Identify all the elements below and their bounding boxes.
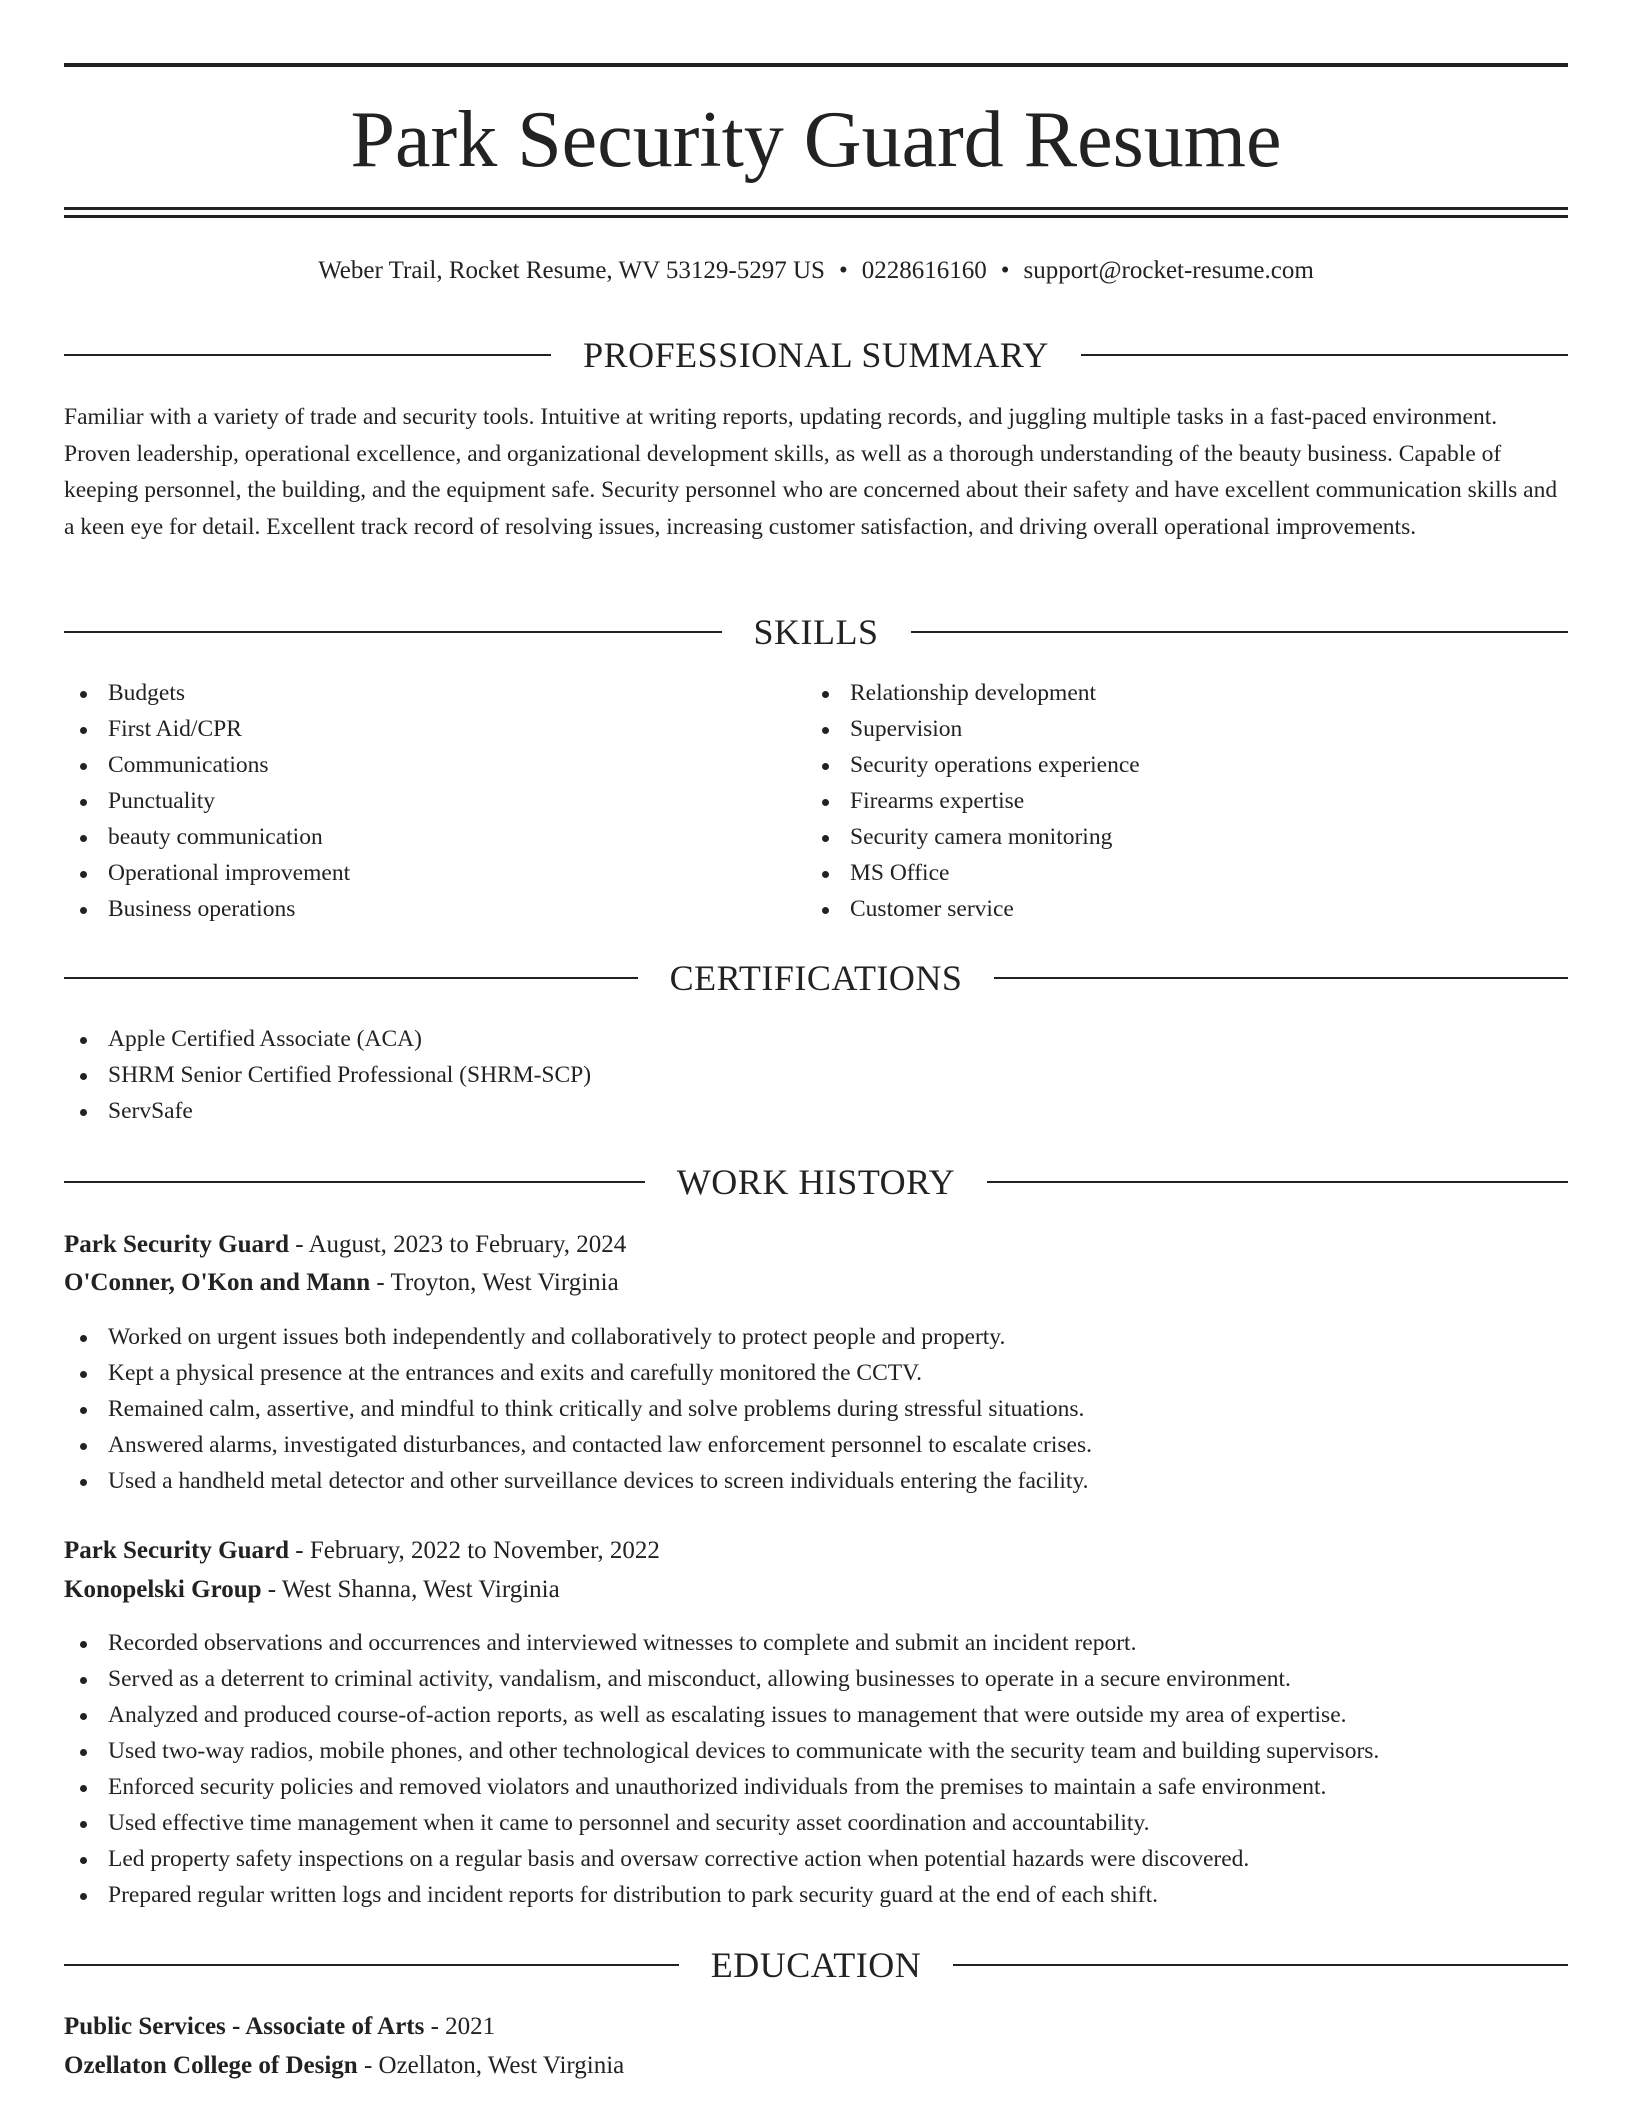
job-title-line: [64, 1226, 626, 1264]
contact-line: [64, 254, 1568, 288]
job-bullet: Used effective time management when it came to personnel and security asset coordination and accountability.: [64, 1805, 1379, 1841]
job-title-line: [64, 1532, 660, 1570]
contact-phone: 0228616160: [861, 257, 987, 284]
education-degree: Public Services - Associate of Arts: [64, 2013, 425, 2040]
resume-title: Park Security Guard Resume: [350, 96, 1282, 184]
job-bullet: Worked on urgent issues both independently and collaboratively to protect people and property.: [64, 1319, 1092, 1355]
skill-item: Relationship development: [806, 675, 1140, 711]
education-year: - 2021: [424, 2013, 496, 2040]
skill-item: Operational improvement: [64, 855, 350, 891]
certification-item: Apple Certified Associate (ACA): [64, 1021, 591, 1057]
skill-item: Customer service: [806, 891, 1140, 927]
skill-item: Security operations experience: [806, 747, 1140, 783]
contact-address: Weber Trail, Rocket Resume, WV 53129-5297 US: [318, 257, 825, 284]
skill-item: beauty communication: [64, 819, 350, 855]
job-bullets: [64, 1319, 1092, 1499]
section-header-summary: [64, 333, 1568, 377]
skill-item: Business operations: [64, 891, 350, 927]
job-company-line: [64, 1571, 560, 1609]
education-location: - Ozellaton, West Virginia: [357, 2052, 625, 2079]
section-header-skills: [64, 610, 1568, 654]
skill-item: MS Office: [806, 855, 1140, 891]
certification-item: SHRM Senior Certified Professional (SHRM-SCP): [64, 1057, 591, 1093]
section-rule-left: [64, 354, 551, 356]
section-rule-left: [64, 977, 638, 979]
title-rule-upper: [64, 207, 1568, 210]
skill-item: Punctuality: [64, 783, 350, 819]
certification-item: ServSafe: [64, 1093, 591, 1129]
section-rule-left: [64, 1181, 645, 1183]
job-bullet: Used a handheld metal detector and other surveillance devices to screen individuals entering the facility.: [64, 1463, 1092, 1499]
education-school: Ozellaton College of Design: [64, 2052, 358, 2079]
skill-item: Communications: [64, 747, 350, 783]
job-dates: - February, 2022 to November, 2022: [289, 1537, 660, 1564]
title-rule-lower: [64, 215, 1568, 218]
education-degree-line: [64, 2008, 495, 2046]
job-bullet: Remained calm, assertive, and mindful to think critically and solve problems during stressful situations.: [64, 1391, 1092, 1427]
summary-text: Familiar with a variety of trade and security tools. Intuitive at writing reports, updating records, and juggling multiple tasks in a fast-paced environment. Proven leadership, operational excellence, and organizational development skills, as well as a thorough understanding of the beauty business. Capable of keeping personnel, the building, and the equipment safe. Security personnel who are concerned about their safety and have excellent communication skills and a keen eye for detail. Excellent track record of resolving issues, increasing customer satisfaction, and driving overall operational improvements.: [64, 404, 1558, 540]
job-bullet: Kept a physical presence at the entrances and exits and carefully monitored the CCTV.: [64, 1355, 1092, 1391]
job-location: - West Shanna, West Virginia: [261, 1576, 560, 1603]
certifications-list: [64, 1021, 591, 1129]
job-dates: - August, 2023 to February, 2024: [289, 1231, 627, 1258]
job-bullet: Used two-way radios, mobile phones, and other technological devices to communicate with the security team and building supervisors.: [64, 1733, 1379, 1769]
section-title-summary: PROFESSIONAL SUMMARY: [583, 335, 1049, 375]
top-rule: [64, 63, 1568, 67]
job-bullet: Served as a deterrent to criminal activity, vandalism, and misconduct, allowing businesses to operate in a secure environment.: [64, 1661, 1379, 1697]
skills-list-right: [806, 675, 1140, 927]
section-rule-right: [953, 1964, 1568, 1966]
skill-item: Security camera monitoring: [806, 819, 1140, 855]
section-header-certifications: [64, 956, 1568, 1000]
section-rule-right: [994, 977, 1568, 979]
job-bullet: Enforced security policies and removed violators and unauthorized individuals from the premises to maintain a safe environment.: [64, 1769, 1379, 1805]
section-title-education: EDUCATION: [710, 1945, 922, 1985]
skill-item: Firearms expertise: [806, 783, 1140, 819]
education-school-line: [64, 2047, 624, 2085]
job-company: Konopelski Group: [64, 1576, 262, 1603]
job-location: - Troyton, West Virginia: [370, 1269, 619, 1296]
section-header-work: [64, 1160, 1568, 1204]
skill-item: Budgets: [64, 675, 350, 711]
section-title-certifications: CERTIFICATIONS: [669, 958, 963, 998]
section-header-education: [64, 1943, 1568, 1987]
skill-item: First Aid/CPR: [64, 711, 350, 747]
job-company: O'Conner, O'Kon and Mann: [64, 1269, 371, 1296]
job-bullet: Answered alarms, investigated disturbances, and contacted law enforcement personnel to escalate crises.: [64, 1427, 1092, 1463]
job-bullet: Analyzed and produced course-of-action reports, as well as escalating issues to management that were outside my area of expertise.: [64, 1697, 1379, 1733]
contact-separator: •: [1000, 257, 1010, 284]
section-rule-right: [987, 1181, 1568, 1183]
job-title: Park Security Guard: [64, 1231, 289, 1258]
section-title-skills: SKILLS: [753, 612, 879, 652]
job-bullets: [64, 1625, 1379, 1913]
job-bullet: Recorded observations and occurrences and interviewed witnesses to complete and submit an incident report.: [64, 1625, 1379, 1661]
skills-list-left: [64, 675, 350, 927]
section-title-work: WORK HISTORY: [676, 1162, 956, 1202]
section-rule-left: [64, 1964, 679, 1966]
section-rule-right: [1081, 354, 1568, 356]
job-bullet: Led property safety inspections on a regular basis and oversaw corrective action when potential hazards were discovered.: [64, 1841, 1379, 1877]
contact-email[interactable]: support@rocket-resume.com: [1023, 257, 1314, 284]
section-rule-left: [64, 631, 722, 633]
skill-item: Supervision: [806, 711, 1140, 747]
section-rule-right: [911, 631, 1569, 633]
contact-separator: •: [838, 257, 848, 284]
job-bullet: Prepared regular written logs and incident reports for distribution to park security guard at the end of each shift.: [64, 1877, 1379, 1913]
job-title: Park Security Guard: [64, 1537, 289, 1564]
job-company-line: [64, 1264, 619, 1302]
